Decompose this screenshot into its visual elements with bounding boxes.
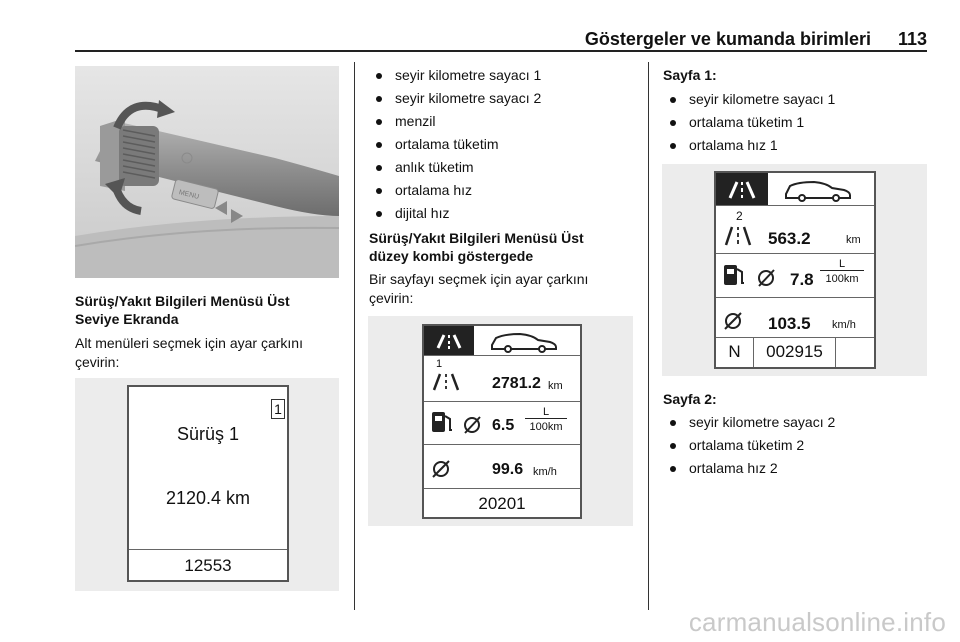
car-tab — [474, 326, 580, 356]
list-item-text: dijital hız — [395, 205, 450, 221]
speed-value: 103.5 — [768, 314, 811, 333]
consumption-unit-bottom: 100km — [529, 421, 563, 433]
col1-heading-line1: Sürüş/Yakıt Bilgileri Menüsü Üst — [75, 293, 290, 309]
col1-para-line2: çevirin: — [75, 354, 120, 370]
bullet-dot — [670, 143, 676, 149]
list-item-text: seyir kilometre sayacı 2 — [395, 90, 542, 106]
trip-index: 1 — [436, 358, 443, 370]
bullet-dot — [376, 211, 382, 217]
display-title: Sürüş 1 — [176, 424, 240, 444]
list-item — [369, 89, 634, 112]
bullet-dot — [376, 142, 382, 148]
display-divider — [129, 549, 287, 550]
speed-value: 99.6 — [492, 461, 524, 478]
bullet-dot — [670, 443, 676, 449]
col2-paragraph — [369, 270, 644, 308]
col1-heading-line2: Seviye Ekranda — [75, 311, 179, 327]
list-item-text: seyir kilometre sayacı 2 — [689, 414, 836, 430]
consumption-unit-bottom: 100km — [825, 273, 859, 285]
trip-value: 2781.2 — [492, 375, 541, 392]
list-item-text: anlık tüketim — [395, 159, 474, 175]
list-item — [663, 90, 928, 113]
col2-heading-line1: Sürüş/Yakıt Bilgileri Menüsü Üst — [369, 230, 584, 246]
speed-unit: km/h — [832, 319, 856, 331]
fuel-pump-icon — [430, 408, 484, 438]
bullet-dot — [670, 120, 676, 126]
page-icon: 1 — [271, 399, 285, 419]
list-item-text: seyir kilometre sayacı 1 — [395, 67, 542, 83]
display-divider — [716, 253, 874, 254]
gear-indicator: N — [716, 337, 754, 367]
trip-tab — [716, 173, 768, 206]
bullet-dot — [376, 96, 382, 102]
col2-heading-line2: düzey kombi göstergede — [369, 248, 534, 264]
page-header — [75, 26, 927, 52]
trip-unit: km — [548, 380, 563, 392]
bullet-dot — [376, 188, 382, 194]
speed-unit: km/h — [533, 466, 557, 478]
column-divider-2 — [648, 62, 649, 610]
col2-heading — [369, 229, 639, 265]
consumption-unit-top: L — [820, 258, 864, 271]
bullet-dot — [670, 466, 676, 472]
list-item — [369, 112, 634, 135]
bullet-dot — [376, 119, 382, 125]
list-item — [663, 436, 928, 459]
trip-tab — [424, 326, 474, 356]
bullet-dot — [376, 165, 382, 171]
display-odometer: 20201 — [478, 494, 526, 513]
col1-heading — [75, 292, 345, 328]
list-item — [369, 204, 634, 227]
display-divider — [424, 355, 580, 356]
col2-para-line2: çevirin: — [369, 290, 414, 306]
display-divider — [424, 488, 580, 489]
list-item-text: ortalama tüketim 2 — [689, 437, 805, 453]
list-item — [369, 135, 634, 158]
display-trip-value: 2120.4 km — [165, 488, 251, 508]
list-item-text: seyir kilometre sayacı 1 — [689, 91, 836, 107]
list-item-text: ortalama hız 2 — [689, 460, 778, 476]
page2-heading: Sayfa 2: — [663, 391, 717, 407]
average-icon — [722, 310, 744, 332]
car-tab — [768, 173, 874, 206]
col2-display — [422, 324, 582, 519]
trip-unit: km — [846, 234, 861, 246]
display-divider — [424, 444, 580, 445]
page-number: 113 — [897, 29, 927, 49]
display-divider — [716, 297, 874, 298]
trip-value: 563.2 — [768, 229, 811, 248]
col2-para-line1: Bir sayfayı seçmek için ayar çarkını — [369, 271, 589, 287]
list-item-text: ortalama tüketim 1 — [689, 114, 805, 130]
svg-text:MENU: MENU — [178, 189, 200, 201]
car-icon — [768, 173, 874, 206]
header-rule — [75, 50, 927, 52]
list-item-text: ortalama hız 1 — [689, 137, 778, 153]
fuel-pump-icon — [722, 261, 782, 291]
col2-bullet-list — [369, 66, 634, 227]
stalk-illustration — [75, 66, 339, 278]
stalk-photo — [75, 66, 339, 278]
list-item — [663, 459, 928, 482]
page2-bullet-list — [663, 413, 928, 482]
col1-display — [127, 385, 289, 582]
trip-road-icon — [430, 370, 464, 392]
list-item — [663, 136, 928, 159]
bullet-dot — [670, 97, 676, 103]
col1-para-line1: Alt menüleri seçmek için ayar çarkını — [75, 335, 303, 351]
col1-paragraph — [75, 334, 355, 372]
list-item-text: menzil — [395, 113, 436, 129]
trip-index: 2 — [736, 209, 743, 223]
col3-display — [714, 171, 876, 369]
list-item — [663, 413, 928, 436]
page1-heading: Sayfa 1: — [663, 67, 717, 83]
watermark: carmanualsonline.info — [688, 607, 946, 637]
consumption-value: 7.8 — [790, 270, 814, 289]
display-divider — [424, 401, 580, 402]
bullet-dot — [670, 420, 676, 426]
display-divider — [716, 205, 874, 206]
consumption-unit-top: L — [525, 406, 567, 419]
car-icon — [474, 326, 580, 356]
trip-road-icon — [722, 223, 756, 247]
list-item — [369, 181, 634, 204]
list-item — [369, 66, 634, 89]
list-item — [369, 158, 634, 181]
page1-bullet-list — [663, 90, 928, 159]
bullet-dot — [376, 73, 382, 79]
display-odometer: 002915 — [754, 337, 836, 367]
road-icon — [424, 326, 474, 356]
list-item-text: ortalama hız — [395, 182, 473, 198]
road-icon — [716, 173, 768, 206]
average-icon — [430, 458, 452, 480]
page-title: Göstergeler ve kumanda birimleri — [584, 29, 871, 49]
display-odometer: 12553 — [184, 556, 232, 575]
consumption-value: 6.5 — [492, 417, 515, 434]
list-item — [663, 113, 928, 136]
list-item-text: ortalama tüketim — [395, 136, 499, 152]
